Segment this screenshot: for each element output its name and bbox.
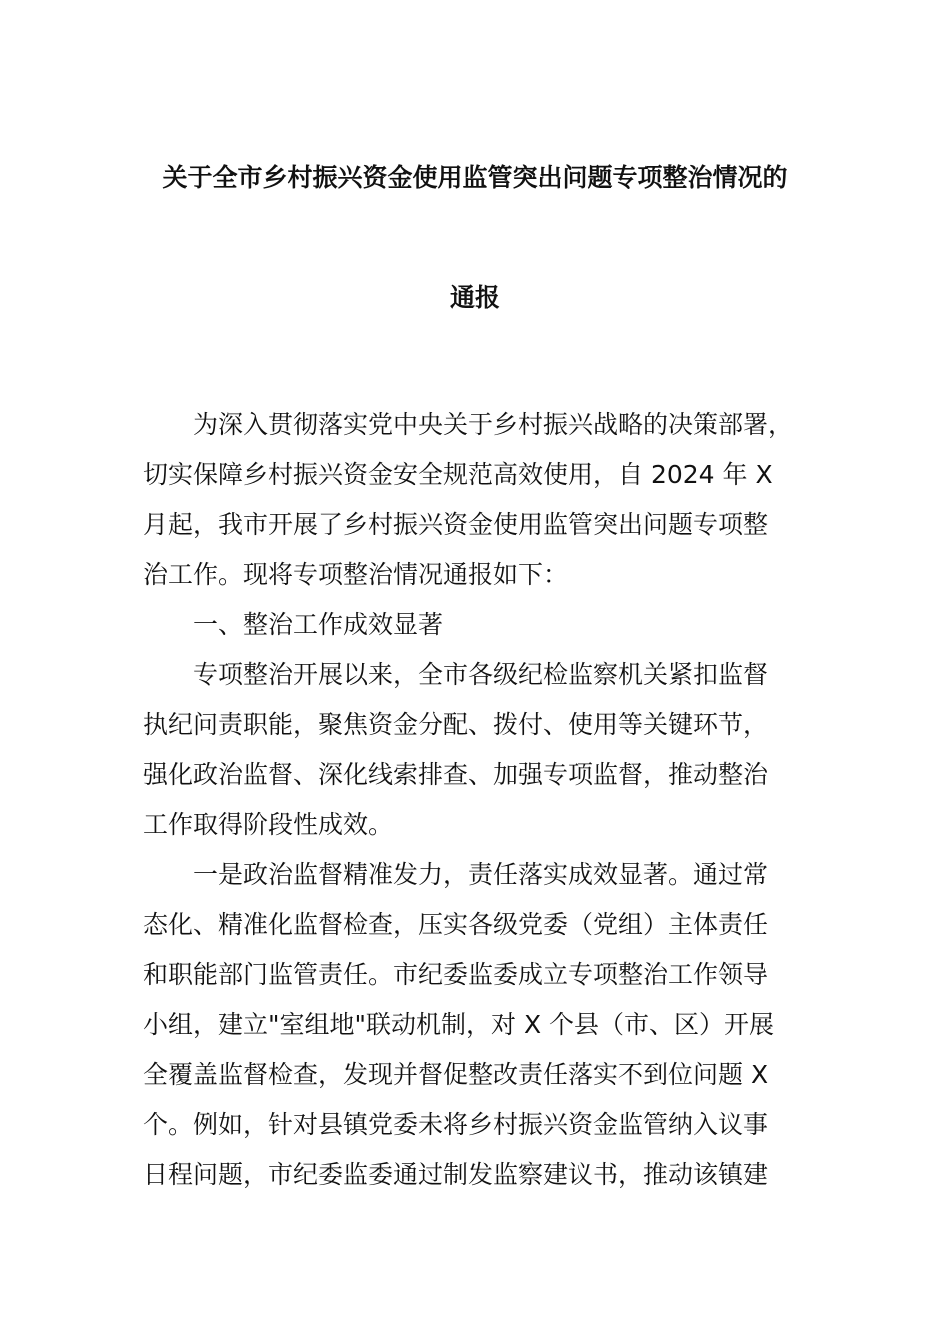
paragraph-point-line: 全覆盖监督检查，发现并督促整改责任落实不到位问题 X — [143, 1060, 769, 1089]
paragraph-point-line: 和职能部门监管责任。市纪委监委成立专项整治工作领导 — [143, 960, 769, 989]
paragraph-point-line: 个。例如，针对县镇党委未将乡村振兴资金监管纳入议事 — [143, 1110, 769, 1139]
paragraph-section-line: 工作取得阶段性成效。 — [143, 810, 394, 839]
paragraph-intro-line: 月起，我市开展了乡村振兴资金使用监管突出问题专项整 — [143, 510, 769, 539]
document-body — [143, 400, 813, 1200]
paragraph-intro-line: 切实保障乡村振兴资金安全规范高效使用，自 2024 年 X — [143, 460, 773, 489]
paragraph-intro-line: 治工作。现将专项整治情况通报如下： — [143, 560, 569, 589]
section-heading: 一、整治工作成效显著 — [193, 610, 444, 639]
paragraph-section-line: 专项整治开展以来，全市各级纪检监察机关紧扣监督 — [193, 660, 769, 689]
paragraph-section-line: 执纪问责职能，聚焦资金分配、拨付、使用等关键环节， — [143, 710, 769, 739]
paragraph-point-line: 日程问题，市纪委监委通过制发监察建议书，推动该镇建 — [143, 1160, 769, 1189]
document-title-line-2: 通报 — [449, 283, 500, 312]
paragraph-point-line: 一是政治监督精准发力，责任落实成效显著。通过常 — [193, 860, 769, 889]
paragraph-point-line: 小组，建立"室组地"联动机制，对 X 个县（市、区）开展 — [143, 1010, 775, 1039]
paragraph-section-line: 强化政治监督、深化线索排查、加强专项监督，推动整治 — [143, 760, 769, 789]
paragraph-point-line: 态化、精准化监督检查，压实各级党委（党组）主体责任 — [143, 910, 769, 939]
paragraph-intro-line: 为深入贯彻落实党中央关于乡村振兴战略的决策部署， — [193, 410, 794, 439]
document-title-line-1: 关于全市乡村振兴资金使用监管突出问题专项整治情况的 — [162, 163, 788, 192]
